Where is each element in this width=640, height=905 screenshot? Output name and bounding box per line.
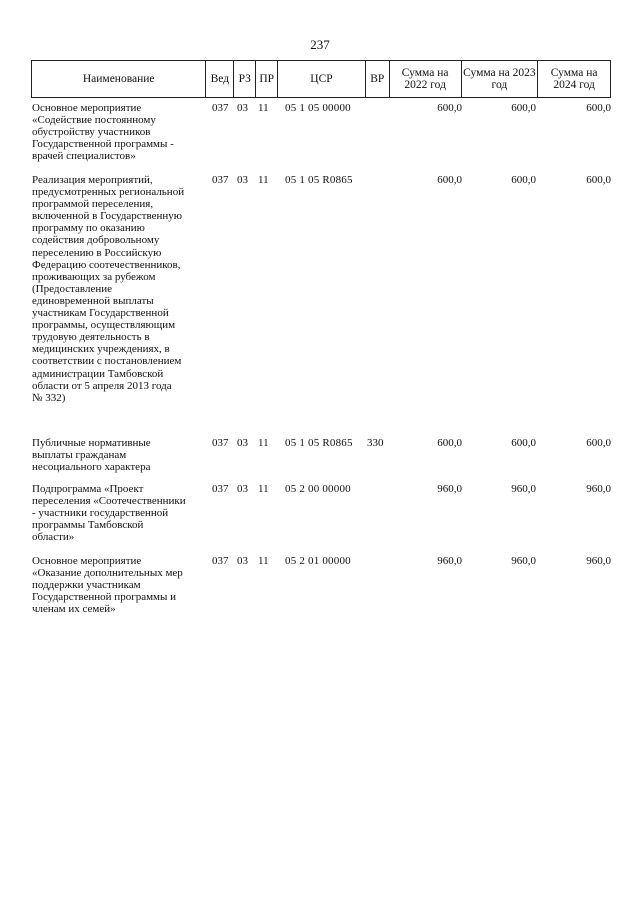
row-pr: 11 bbox=[258, 102, 269, 114]
row-sum-2022: 600,0 bbox=[437, 102, 462, 114]
row-ved: 037 bbox=[212, 483, 229, 495]
row-name: Реализация мероприятий, предусмотренных региональной программой переселения, включенной в Государственную программу по оказанию содействия добровольному переселению в Российскую Федерацию соотечественников, проживающих за рубежом (Предоставление единовременной выплаты участникам Государственной программы, осуществляющим трудовую деятельность в медицинских учреждениях, в соответствии с постановлением администрации Тамбовской области от 5 апреля 2013 года № 332) bbox=[32, 174, 185, 404]
row-pr: 11 bbox=[258, 174, 269, 186]
row-name: Публичные нормативные выплаты гражданам несоциального характера bbox=[32, 437, 151, 474]
row-sum-2022: 960,0 bbox=[437, 483, 462, 495]
header-sum-2022: Сумма на 2022 год bbox=[390, 61, 462, 97]
row-sum-2022: 600,0 bbox=[437, 174, 462, 186]
header-pr: ПР bbox=[256, 61, 278, 97]
row-sum-2023: 960,0 bbox=[511, 555, 536, 567]
row-rz: 03 bbox=[237, 437, 248, 449]
row-sum-2024: 960,0 bbox=[586, 555, 611, 567]
row-name: Основное мероприятие «Содействие постоянному обустройству участников Государственной программы - врачей специалистов» bbox=[32, 102, 174, 163]
row-ved: 037 bbox=[212, 174, 229, 186]
header-name: Наименование bbox=[32, 61, 206, 97]
row-pr: 11 bbox=[258, 437, 269, 449]
row-sum-2023: 600,0 bbox=[511, 174, 536, 186]
row-sum-2024: 600,0 bbox=[586, 174, 611, 186]
row-sum-2024: 600,0 bbox=[586, 102, 611, 114]
row-sum-2022: 600,0 bbox=[437, 437, 462, 449]
row-csr: 05 1 05 00000 bbox=[285, 102, 351, 114]
row-name: Основное мероприятие «Оказание дополнительных мер поддержки участникам Государственной программы и членам их семей» bbox=[32, 555, 183, 616]
row-csr: 05 2 00 00000 bbox=[285, 483, 351, 495]
header-rz: РЗ bbox=[234, 61, 256, 97]
header-csr: ЦСР bbox=[278, 61, 366, 97]
row-rz: 03 bbox=[237, 483, 248, 495]
row-csr: 05 2 01 00000 bbox=[285, 555, 351, 567]
header-ved: Вед bbox=[206, 61, 234, 97]
row-csr: 05 1 05 R0865 bbox=[285, 437, 353, 449]
row-sum-2023: 960,0 bbox=[511, 483, 536, 495]
row-csr: 05 1 05 R0865 bbox=[285, 174, 353, 186]
row-ved: 037 bbox=[212, 102, 229, 114]
row-pr: 11 bbox=[258, 483, 269, 495]
row-sum-2024: 600,0 bbox=[586, 437, 611, 449]
row-rz: 03 bbox=[237, 555, 248, 567]
header-sum-2024: Сумма на 2024 год bbox=[550, 67, 598, 91]
row-vr: 330 bbox=[367, 437, 384, 449]
table-header bbox=[31, 60, 611, 98]
header-vr: ВР bbox=[366, 61, 390, 97]
row-rz: 03 bbox=[237, 102, 248, 114]
row-sum-2024: 960,0 bbox=[586, 483, 611, 495]
row-ved: 037 bbox=[212, 555, 229, 567]
header-sum-2023: Сумма на 2023 год bbox=[462, 61, 539, 97]
row-sum-2023: 600,0 bbox=[511, 437, 536, 449]
row-sum-2022: 960,0 bbox=[437, 555, 462, 567]
page-number: 237 bbox=[310, 37, 330, 52]
row-name: Подпрограмма «Проект переселения «Соотечественники - участники государственной программы Тамбовской области» bbox=[32, 483, 186, 544]
row-sum-2023: 600,0 bbox=[511, 102, 536, 114]
row-rz: 03 bbox=[237, 174, 248, 186]
row-ved: 037 bbox=[212, 437, 229, 449]
row-pr: 11 bbox=[258, 555, 269, 567]
